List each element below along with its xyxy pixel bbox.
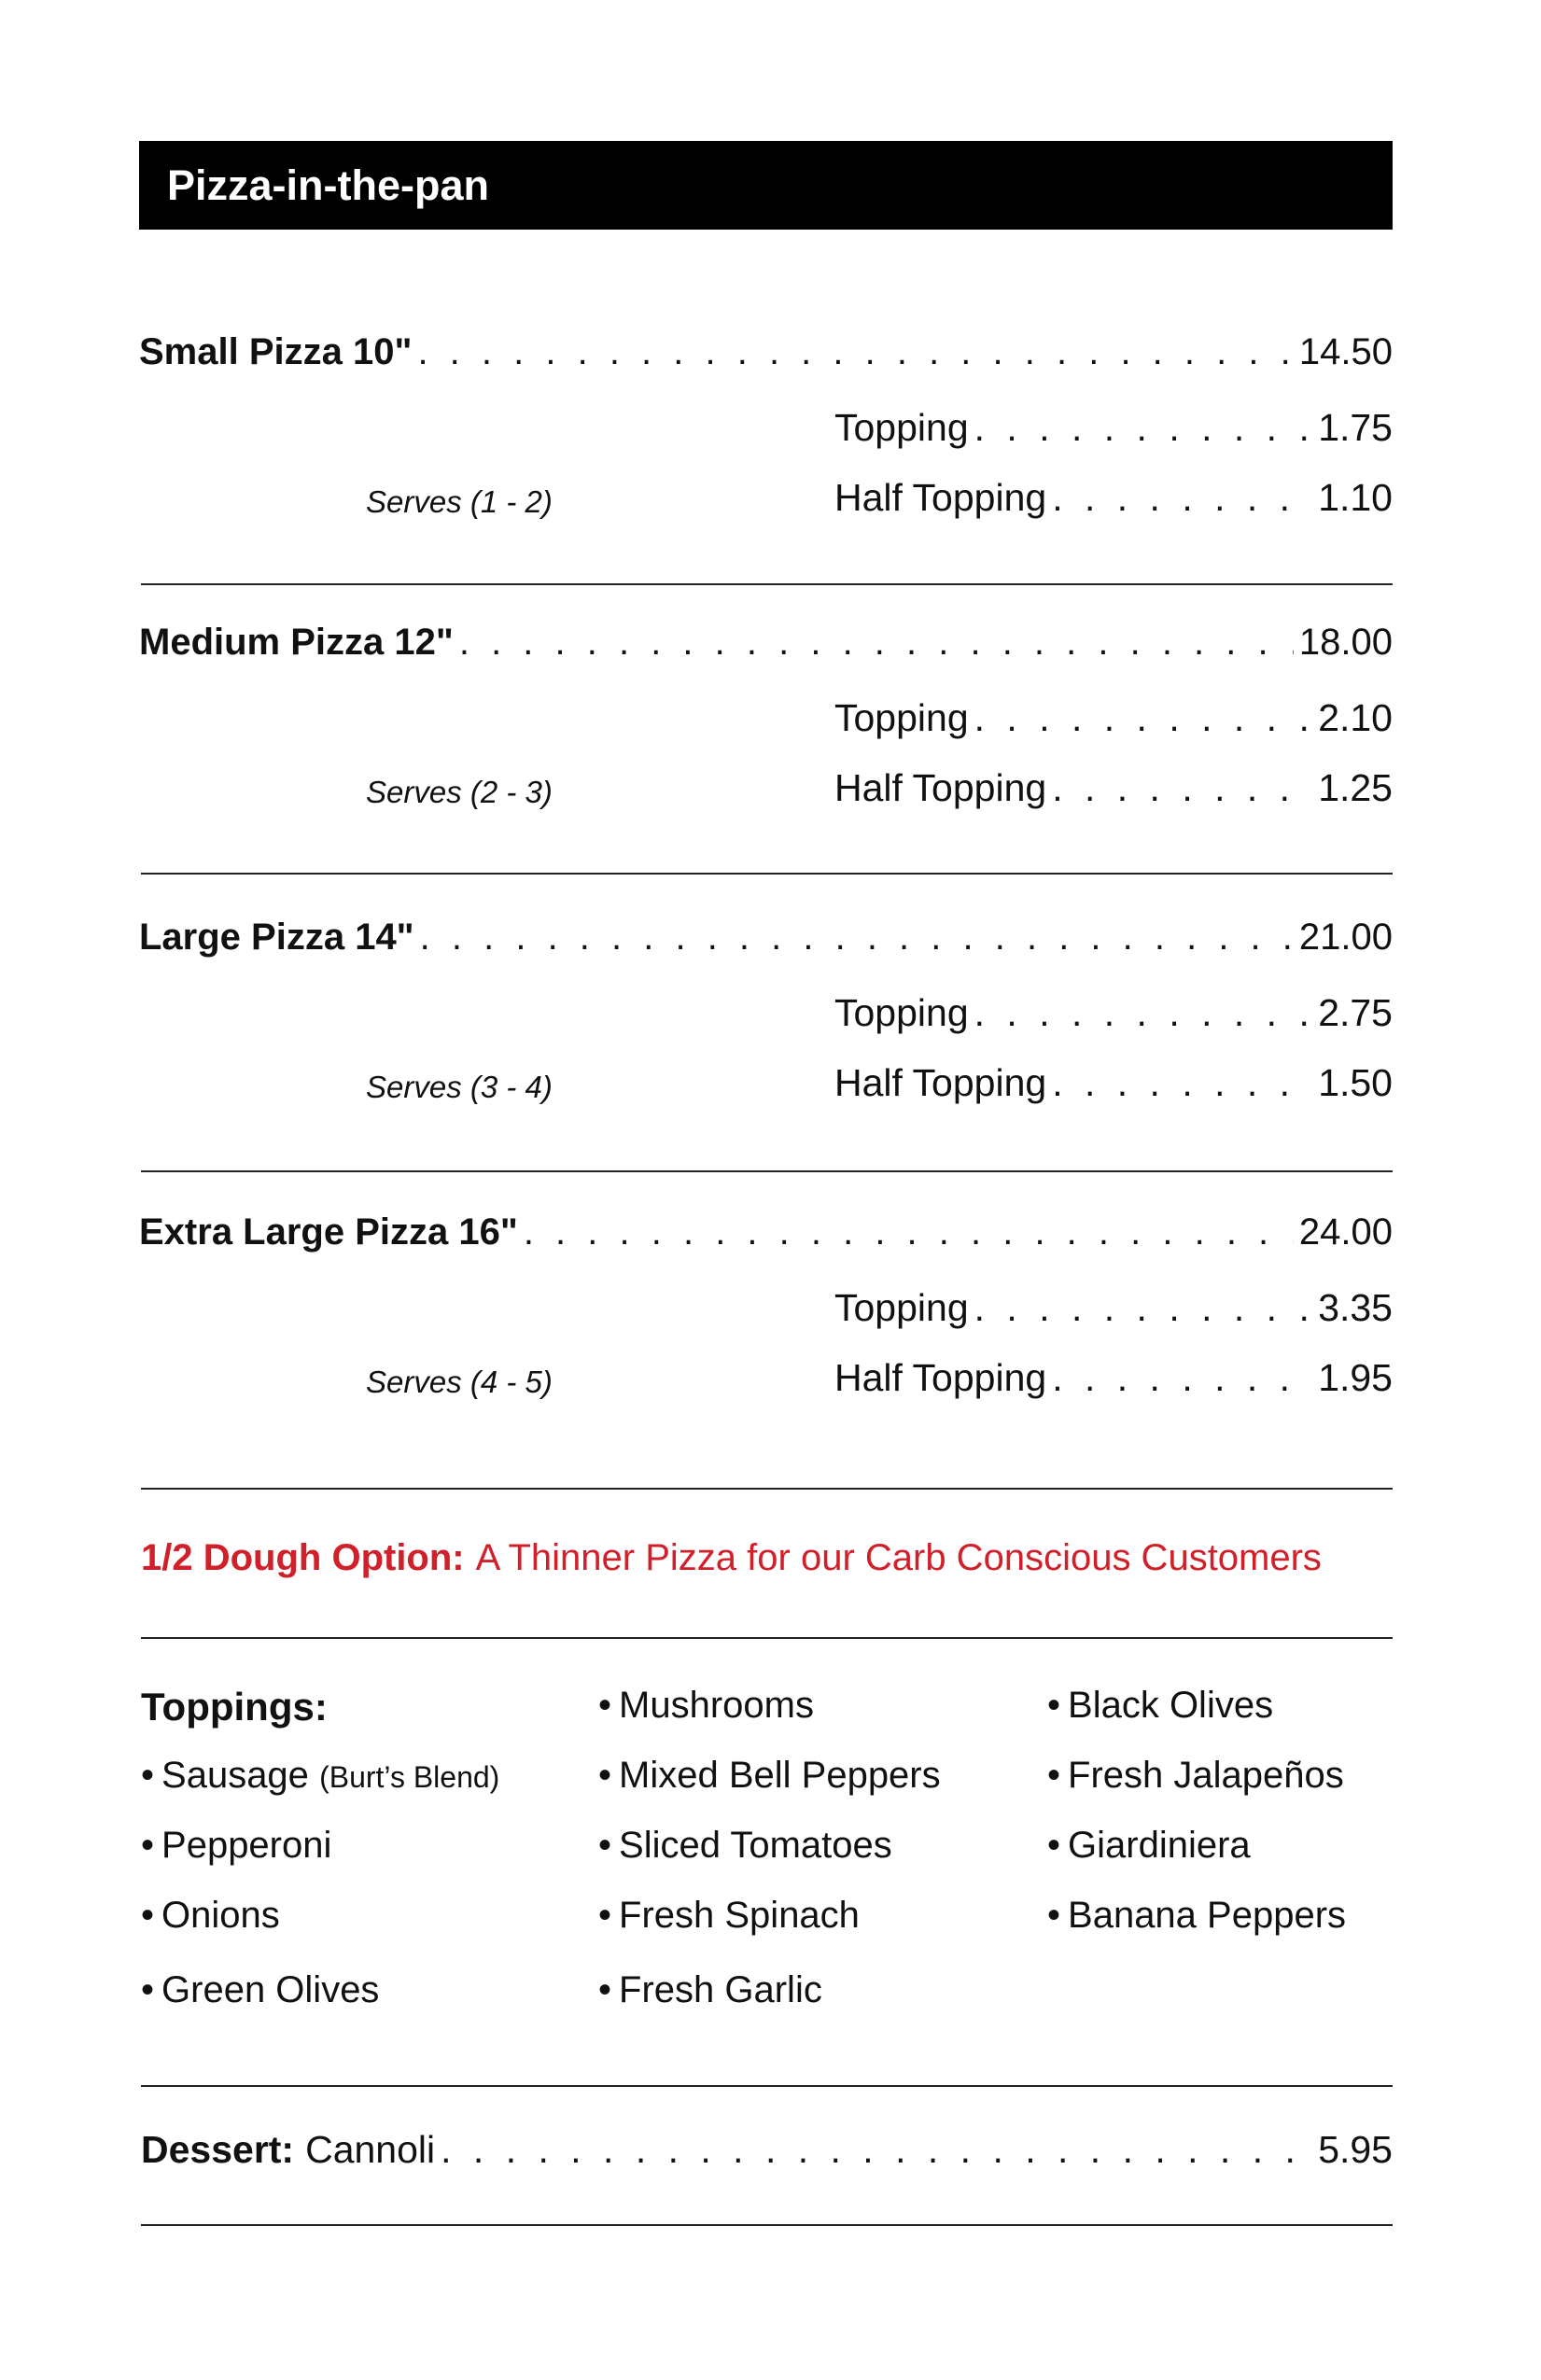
pizza-price-row	[139, 331, 1393, 373]
bullet: •	[598, 1755, 612, 1796]
bullet: •	[1047, 1895, 1061, 1936]
leader-dots	[417, 331, 1293, 373]
bullet: •	[141, 1825, 155, 1866]
topping-item	[141, 1969, 379, 2011]
menu-header	[139, 141, 1393, 230]
leader-dots	[974, 1286, 1313, 1330]
topping-label: Topping	[834, 991, 969, 1034]
bullet: •	[598, 1895, 612, 1936]
bullet: •	[598, 1825, 612, 1866]
dough-option-label: 1/2 Dough Option:	[141, 1537, 465, 1578]
topping-item	[598, 1685, 814, 1727]
topping-item	[141, 1755, 499, 1797]
divider	[141, 873, 1393, 875]
topping-item	[598, 1969, 822, 2011]
topping-name: Sliced Tomatoes	[619, 1825, 892, 1866]
serves-note: Serves (4 - 5)	[366, 1365, 553, 1399]
topping-item	[598, 1755, 941, 1797]
topping-item	[598, 1825, 892, 1867]
divider	[141, 2224, 1393, 2226]
menu-title: Pizza-in-the-pan	[167, 161, 489, 209]
half-topping-label: Half Topping	[834, 1356, 1047, 1399]
serves-note: Serves (3 - 4)	[366, 1070, 553, 1104]
topping-label: Topping	[834, 1286, 969, 1329]
bullet: •	[1047, 1755, 1061, 1796]
half-topping-label: Half Topping	[834, 476, 1047, 519]
dessert-price: 5.95	[1318, 2128, 1393, 2171]
divider	[141, 583, 1393, 585]
pizza-price-row	[139, 917, 1393, 959]
leader-dots	[974, 406, 1313, 450]
half-topping-price-row	[834, 476, 1393, 520]
divider	[141, 1637, 1393, 1639]
divider	[141, 1488, 1393, 1490]
topping-price: 1.75	[1318, 406, 1393, 449]
bullet: •	[141, 1755, 155, 1796]
pizza-large-section	[139, 917, 1393, 1104]
topping-name: Fresh Garlic	[619, 1969, 822, 2010]
half-topping-price: 1.25	[1318, 766, 1393, 809]
pizza-price: 21.00	[1298, 917, 1393, 958]
topping-item	[1047, 1895, 1346, 1937]
topping-name: Fresh Jalapeños	[1068, 1755, 1344, 1796]
topping-price: 2.10	[1318, 696, 1393, 739]
topping-name: Black Olives	[1068, 1685, 1274, 1726]
topping-name: Sausage	[161, 1755, 309, 1796]
topping-name: Pepperoni	[161, 1825, 332, 1866]
bullet: •	[141, 1969, 155, 2010]
topping-name: Fresh Spinach	[619, 1895, 860, 1936]
dough-option	[141, 1537, 1322, 1579]
topping-label: Topping	[834, 406, 969, 449]
topping-name: Banana Peppers	[1068, 1895, 1347, 1936]
dessert-item: Cannoli	[305, 2128, 436, 2171]
leader-dots	[459, 622, 1294, 664]
bullet: •	[598, 1685, 612, 1726]
leader-dots	[441, 2128, 1312, 2172]
pizza-price: 18.00	[1298, 622, 1393, 663]
topping-name: Onions	[161, 1895, 280, 1936]
pizza-name: Extra Large Pizza 16"	[139, 1211, 518, 1253]
topping-price-row	[834, 1286, 1393, 1330]
topping-name: Mushrooms	[619, 1685, 814, 1726]
dessert-label: Dessert:	[141, 2128, 295, 2171]
half-topping-price-row	[834, 1356, 1393, 1400]
pizza-name: Small Pizza 10"	[139, 331, 413, 372]
pizza-name: Large Pizza 14"	[139, 917, 414, 958]
leader-dots	[1052, 1356, 1312, 1400]
bullet: •	[598, 1969, 612, 2010]
half-topping-price: 1.95	[1318, 1356, 1393, 1399]
pizza-name: Medium Pizza 12"	[139, 622, 454, 663]
topping-item	[1047, 1685, 1273, 1727]
pizza-price-row	[139, 622, 1393, 664]
topping-note: (Burt’s Blend)	[319, 1760, 500, 1794]
half-topping-price-row	[834, 766, 1393, 810]
topping-label: Topping	[834, 696, 969, 739]
serves-note: Serves (1 - 2)	[366, 484, 553, 519]
pizza-small-section	[139, 331, 1393, 519]
bullet: •	[1047, 1685, 1061, 1726]
half-topping-price-row	[834, 1061, 1393, 1105]
topping-item	[141, 1825, 331, 1867]
toppings-title: Toppings:	[141, 1685, 328, 1729]
topping-name: Green Olives	[161, 1969, 380, 2010]
leader-dots	[524, 1211, 1294, 1253]
divider	[141, 1170, 1393, 1172]
topping-price: 3.35	[1318, 1286, 1393, 1329]
half-topping-price: 1.10	[1318, 476, 1393, 519]
half-topping-label: Half Topping	[834, 766, 1047, 809]
serves-note: Serves (2 - 3)	[366, 775, 553, 809]
topping-item	[1047, 1755, 1344, 1797]
dessert-row	[141, 2128, 1393, 2172]
topping-price: 2.75	[1318, 991, 1393, 1034]
pizza-price-row	[139, 1211, 1393, 1253]
topping-price-row	[834, 991, 1393, 1035]
topping-price-row	[834, 696, 1393, 740]
topping-name: Mixed Bell Peppers	[619, 1755, 941, 1796]
pizza-price: 24.00	[1298, 1211, 1393, 1253]
bullet: •	[141, 1895, 155, 1936]
topping-price-row	[834, 406, 1393, 450]
leader-dots	[974, 991, 1313, 1035]
pizza-xl-section	[139, 1211, 1393, 1399]
pizza-price: 14.50	[1298, 331, 1393, 372]
half-topping-label: Half Topping	[834, 1061, 1047, 1104]
leader-dots	[420, 917, 1294, 959]
pizza-medium-section	[139, 622, 1393, 809]
topping-item	[1047, 1825, 1251, 1867]
topping-name: Giardiniera	[1068, 1825, 1251, 1866]
bullet: •	[1047, 1825, 1061, 1866]
topping-item	[598, 1895, 860, 1937]
leader-dots	[974, 696, 1313, 740]
half-topping-price: 1.50	[1318, 1061, 1393, 1104]
leader-dots	[1052, 1061, 1312, 1105]
dough-option-text: A Thinner Pizza for our Carb Conscious Customers	[475, 1537, 1322, 1578]
topping-item	[141, 1895, 280, 1937]
leader-dots	[1052, 476, 1312, 520]
leader-dots	[1052, 766, 1312, 810]
divider	[141, 2085, 1393, 2087]
